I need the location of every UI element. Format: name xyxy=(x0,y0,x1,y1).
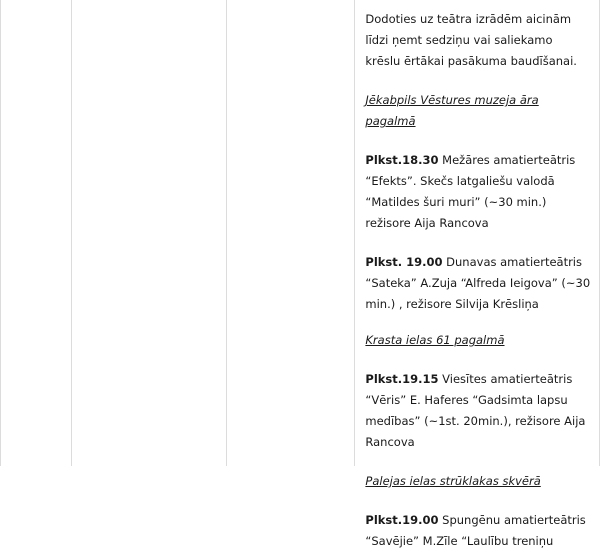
event-item xyxy=(365,369,591,453)
venue-heading-museum: Jēkabpils Vēstures muzeja āra pagalmā xyxy=(365,93,539,128)
event-time: Plkst.19.00 xyxy=(365,513,439,527)
table-column-3 xyxy=(227,0,356,466)
description-cell xyxy=(355,0,600,548)
table-column-2 xyxy=(72,0,227,466)
event-time: Plkst.18.30 xyxy=(365,153,439,167)
event-description: Dunavas amatierteātris “Sateka” A.Zuja “Alfreda Ieigova” (~30 min.) , režisore Silvija Krēsliņa xyxy=(365,255,591,311)
table-column-1 xyxy=(1,0,72,466)
venue-heading-palejas: Palejas ielas strūklakas skvērā xyxy=(365,474,541,488)
event-item xyxy=(365,510,591,552)
event-item xyxy=(365,252,591,315)
venue-heading-krasta: Krasta ielas 61 pagalmā xyxy=(365,333,505,347)
event-description: Mežāres amatierteātris “Efekts”. Skečs latgaliešu valodā “Matildes šuri muri” (~30 min.) režisore Aija Rancova xyxy=(365,153,576,230)
intro-text: Dodoties uz teātra izrādēm aicinām līdzi ņemt sedziņu vai saliekamo krēslu ērtākai pasākuma baudīšanai. xyxy=(365,12,577,68)
event-description: Viesītes amatierteātris “Vēris” E. Haferes “Gadsimta lapsu medības” (~1st. 20min.), režisore Aija Rancova xyxy=(365,372,586,449)
event-time: Plkst. 19.00 xyxy=(365,255,443,269)
event-time: Plkst.19.15 xyxy=(365,372,439,386)
event-description: Spungēnu amatierteātris “Savējie” M.Zīle “Laulību treniņu xyxy=(365,513,586,548)
event-item xyxy=(365,150,591,234)
